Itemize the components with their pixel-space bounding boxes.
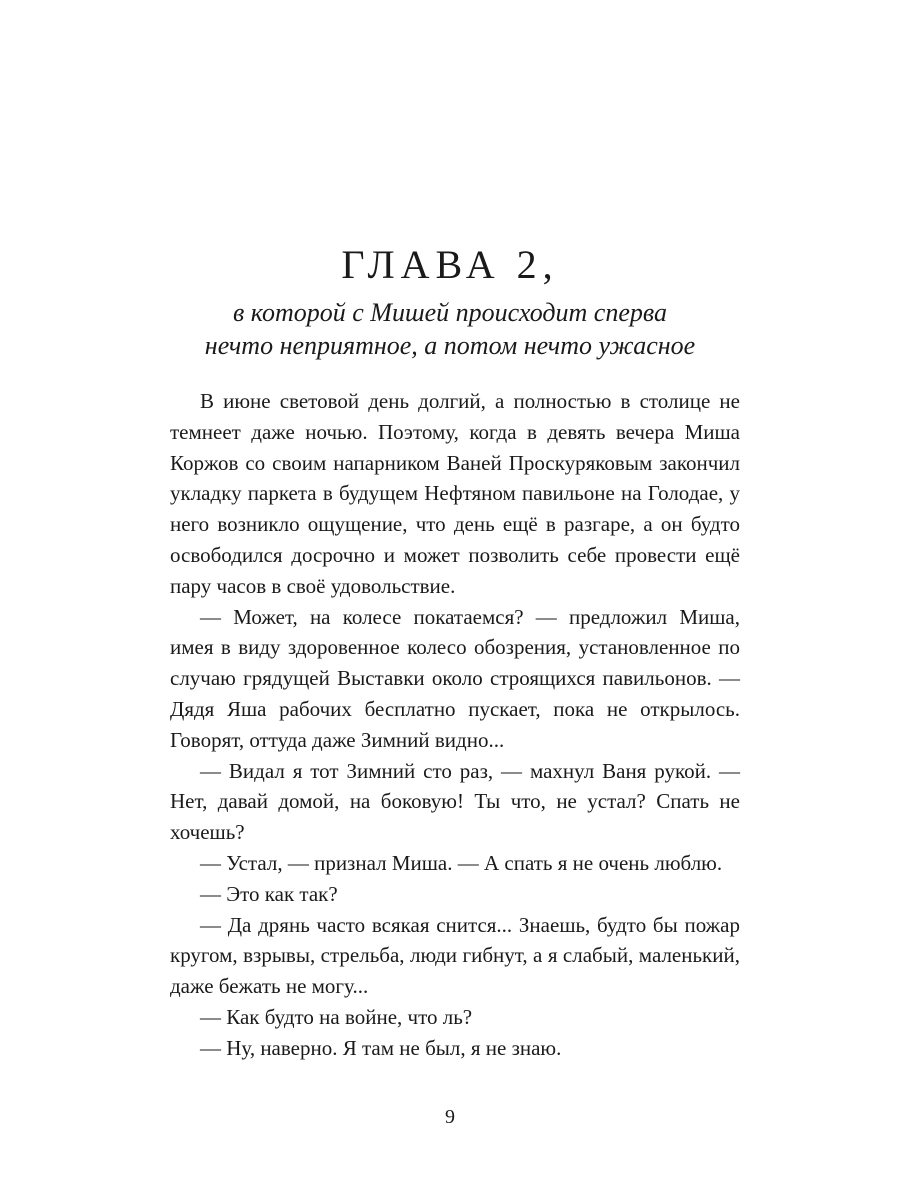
chapter-subtitle-line: нечто неприятное, а потом нечто ужасное xyxy=(204,331,696,360)
chapter-subtitle xyxy=(0,296,900,362)
chapter-subtitle-line: в которой с Мишей происходит сперва xyxy=(233,298,667,327)
page-number: 9 xyxy=(445,1106,455,1128)
paragraph: — Устал, — признал Миша. — А спать я не очень люблю. xyxy=(200,850,723,875)
paragraph: — Может, на колесе покатаемся? — предложил Миша, имея в виду здоровенное колесо обозрения, установленное по случаю грядущей Выставки около строящихся павильонов. — Дядя Яша рабочих бесплатно пускает, пока не открылось. Говорят, оттуда даже Зимний видно... xyxy=(170,604,740,752)
paragraph: — Видал я тот Зимний сто раз, — махнул Ваня рукой. — Нет, давай домой, на боковую! Ты что, не устал? Спать не хочешь? xyxy=(170,758,740,845)
paragraph: — Да дрянь часто всякая снится... Знаешь, будто бы пожар кругом, взрывы, стрельба, люди гибнут, а я слабый, маленький, даже бежать не могу... xyxy=(170,912,740,999)
body-text xyxy=(170,386,740,1064)
paragraph: — Как будто на войне, что ль? xyxy=(200,1004,473,1029)
chapter-title: ГЛАВА 2, xyxy=(341,242,559,287)
paragraph: В июне световой день долгий, а полностью в столице не темнеет даже ночью. Поэтому, когда в девять вечера Миша Коржов со своим напарником Ваней Проскуряковым закончил укладку паркета в будущем Нефтяном павильоне на Голодае, у него возникло ощущение, что день ещё в разгаре, а он будто освободился досрочно и может позволить себе провести ещё пару часов в своё удовольствие. xyxy=(170,389,740,598)
paragraph: — Это как так? xyxy=(200,881,338,906)
paragraph: — Ну, наверно. Я там не был, я не знаю. xyxy=(200,1035,562,1060)
